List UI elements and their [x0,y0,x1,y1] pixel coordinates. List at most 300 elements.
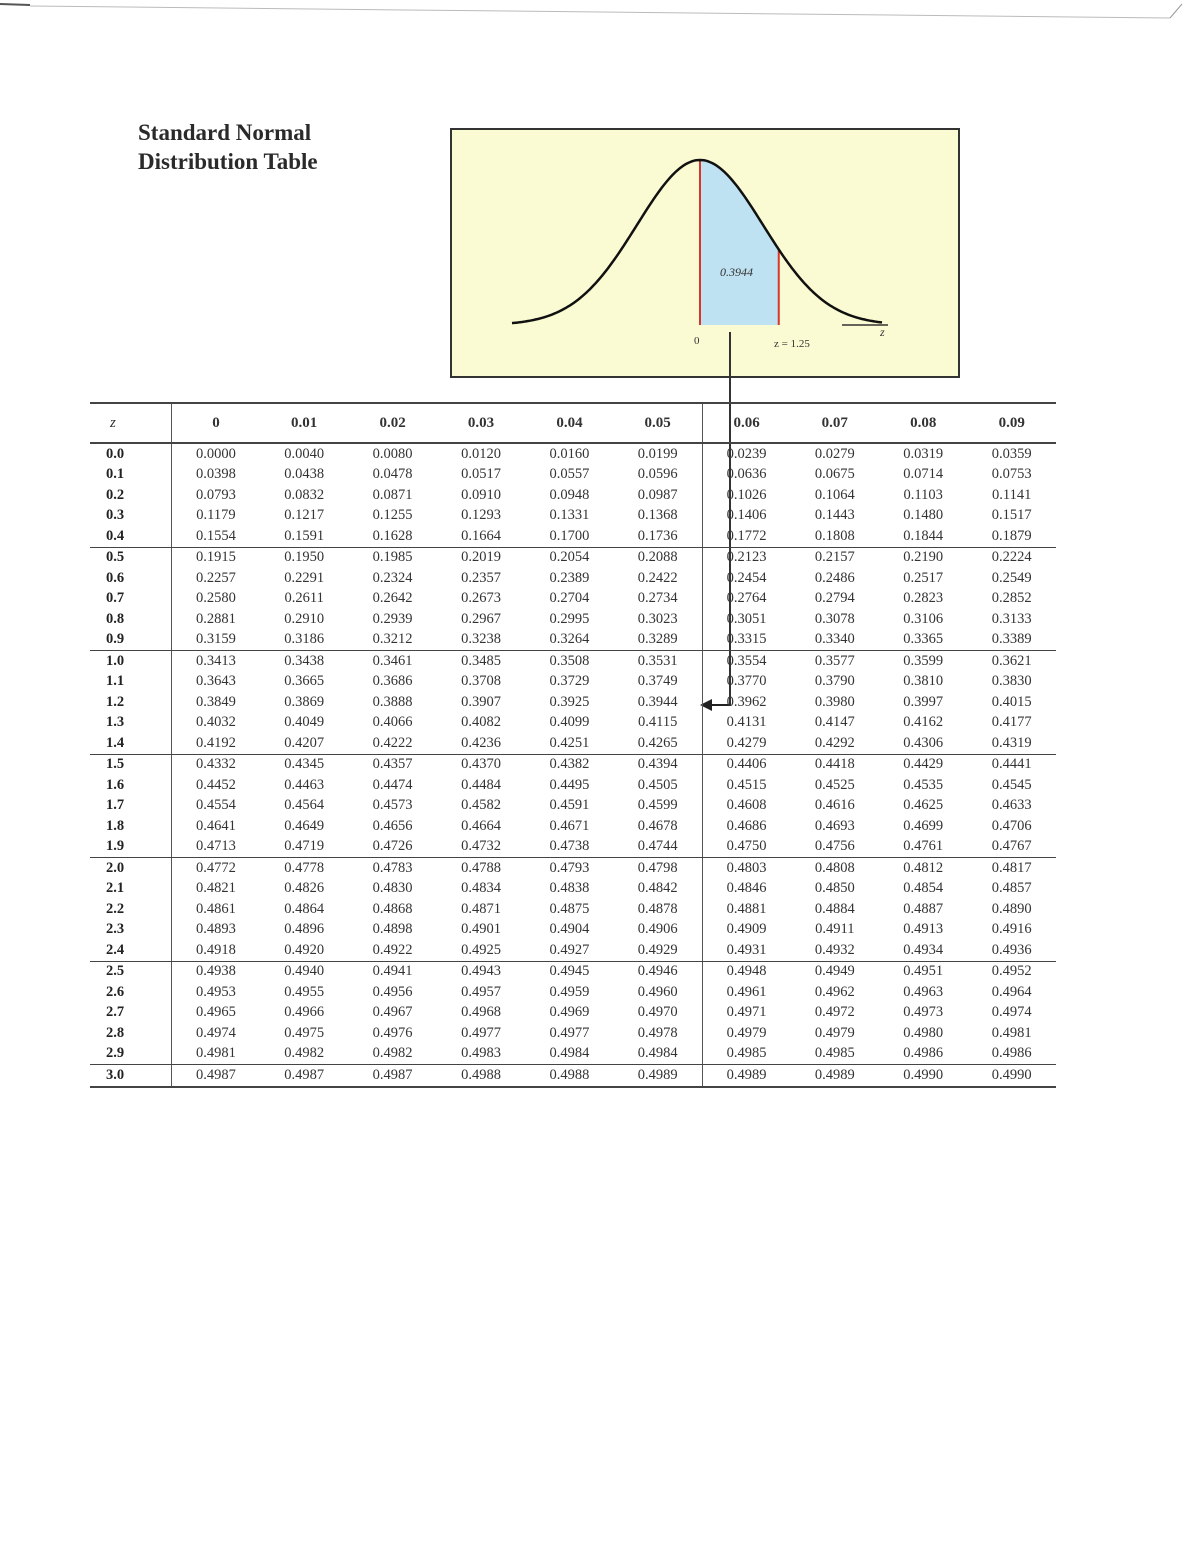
table-cell: 0.4115 [637,714,678,731]
table-cell: 0.4719 [260,837,348,858]
table-row [90,630,1056,651]
table-cell: 0.4641 [172,816,260,837]
page-title [138,118,398,176]
table-cell: 0.3340 [791,630,879,651]
table-cell: 0.0359 [991,445,1032,462]
table-cell: 0.4982 [260,1044,348,1065]
table-cell: 0.4967 [372,1004,413,1021]
table-cell: 0.1331 [549,507,590,524]
table-cell: 0.2257 [172,568,260,589]
table-cell: 0.4904 [549,921,590,938]
table-cell: 0.3289 [614,630,702,651]
table-cell: 0.4406 [702,754,790,775]
table-cell: 0.4940 [284,963,325,980]
table-cell: 0.4922 [348,940,436,961]
table-cell: 0.4049 [284,714,325,731]
table-row [90,754,1056,775]
table-cell: 0.3159 [172,630,260,651]
table-cell: 0.0000 [172,443,260,465]
table-cell: 0.3749 [637,673,678,690]
table-cell: 0.3621 [991,652,1032,669]
table-cell: 0.2123 [702,547,790,568]
table-cell: 0.2910 [284,610,325,627]
table-cell: 0.2704 [549,590,590,607]
table-row [90,940,1056,961]
table-cell: 0.4573 [372,797,413,814]
mean-label: 0 [694,335,700,347]
table-cell: 0.4978 [637,1024,678,1041]
table-cell: 0.0279 [814,445,855,462]
table-cell: 0.2224 [991,549,1032,566]
table-cell: 0.2190 [903,549,944,566]
table-cell: 0.2823 [903,590,944,607]
table-cell: 0.4979 [702,1023,790,1044]
table-cell: 0.2486 [814,569,855,586]
table-cell: 0.4793 [549,859,590,876]
table-cell: 0.3438 [284,652,325,669]
table-cell: 0.4738 [525,837,613,858]
table-cell: 0.4664 [461,817,501,834]
table-cell: 0.3106 [903,610,944,627]
table-cell: 0.3554 [702,651,790,672]
table-cell: 0.1406 [702,506,790,527]
table-row [90,899,1056,920]
title-line-2: Distribution Table [138,149,318,174]
table-cell: 0.2580 [172,589,260,610]
table-cell: 0.4931 [702,940,790,961]
table-cell: 0.2088 [637,549,678,566]
table-cell: 0.4913 [903,921,944,938]
table-cell: 0.2734 [637,590,678,607]
table-cell: 0.4968 [461,1004,501,1021]
table-cell: 0.4147 [814,714,855,731]
table-cell: 0.0793 [172,485,260,506]
z-value-cell: 1.9 [90,837,172,858]
table-cell: 0.2642 [372,590,413,607]
table-cell: 0.4418 [814,756,855,773]
table-cell: 0.4934 [879,940,967,961]
table-cell: 0.2549 [991,569,1032,586]
table-cell: 0.4956 [372,983,413,1000]
column-header: 0.03 [437,403,525,443]
table-cell: 0.2019 [461,549,501,566]
z-column-header: z [90,403,172,443]
table-cell: 0.4920 [260,940,348,961]
table-cell: 0.0080 [372,445,413,462]
table-cell: 0.1064 [814,486,855,503]
table-cell: 0.3907 [461,693,501,710]
table-cell: 0.2852 [991,590,1032,607]
table-cell: 0.1772 [702,526,790,547]
table-cell: 0.0871 [372,486,413,503]
table-cell: 0.2673 [461,590,501,607]
table-cell: 0.1700 [525,526,613,547]
table-cell: 0.4989 [791,1065,879,1087]
table-row [90,837,1056,858]
table-cell: 0.3264 [525,630,613,651]
column-header: 0 [172,403,260,443]
z-value-cell: 0.7 [106,590,125,607]
table-cell: 0.0398 [172,465,260,486]
table-cell: 0.4949 [814,963,855,980]
table-cell: 0.3051 [702,609,790,630]
table-cell: 0.4826 [284,880,325,897]
table-cell: 0.0160 [549,445,590,462]
table-cell: 0.0753 [991,466,1032,483]
table-cell: 0.4251 [525,733,613,754]
table-cell: 0.3980 [814,693,855,710]
z-value-cell: 0.4 [90,526,172,547]
table-cell: 0.4545 [991,776,1032,793]
table-row [90,465,1056,486]
table-cell: 0.4131 [702,713,790,734]
table-cell: 0.3790 [814,673,855,690]
table-header-row [90,403,1056,443]
table-cell: 0.4564 [284,797,325,814]
table-cell: 0.4066 [372,714,413,731]
table-cell: 0.1480 [903,507,944,524]
table-cell: 0.2291 [284,569,325,586]
table-cell: 0.4345 [284,756,325,773]
z-marker-label: z = 1.25 [774,338,810,350]
table-cell: 0.4878 [637,900,678,917]
table-cell: 0.4929 [614,940,702,961]
z-value-cell: 2.8 [106,1024,125,1041]
table-cell: 0.2454 [702,568,790,589]
table-body [90,443,1056,1087]
z-value-cell: 2.0 [106,859,125,876]
table-cell: 0.4808 [814,859,855,876]
z-value-cell: 1.6 [106,776,125,793]
table-row [90,961,1056,982]
table-row [90,1003,1056,1024]
table-cell: 0.4861 [172,899,260,920]
table-cell: 0.1026 [702,485,790,506]
table-row [90,485,1056,506]
table-cell: 0.4279 [702,733,790,754]
table-cell: 0.4834 [461,880,501,897]
z-value-cell: 1.7 [106,797,125,814]
table-cell: 0.4936 [967,940,1056,961]
table-row [90,692,1056,713]
table-cell: 0.4772 [172,858,260,879]
table-cell: 0.4236 [437,733,525,754]
table-cell: 0.3643 [172,672,260,693]
table-cell: 0.4332 [172,754,260,775]
z-value-cell: 1.5 [106,756,125,773]
table-cell: 0.4932 [791,940,879,961]
table-cell: 0.4973 [903,1004,944,1021]
table-cell: 0.1368 [637,507,678,524]
column-header: 0.04 [525,403,613,443]
table-cell: 0.3830 [991,673,1032,690]
table-cell: 0.3708 [461,673,501,690]
table-cell: 0.4515 [702,775,790,796]
table-cell: 0.4382 [549,756,590,773]
table-row [90,879,1056,900]
table-cell: 0.4946 [637,963,678,980]
z-value-cell: 0.1 [106,466,125,483]
table-row [90,713,1056,734]
table-cell: 0.4981 [172,1044,260,1065]
z-value-cell: 1.0 [106,652,125,669]
table-cell: 0.1554 [172,526,260,547]
table-cell: 0.4977 [549,1024,590,1041]
table-cell: 0.4898 [372,921,413,938]
table-cell: 0.4959 [549,983,590,1000]
table-cell: 0.4265 [614,733,702,754]
table-cell: 0.4394 [637,756,678,773]
table-cell: 0.4713 [172,837,260,858]
table-cell: 0.3078 [814,610,855,627]
table-cell: 0.4986 [967,1044,1056,1065]
table-cell: 0.2389 [549,569,590,586]
z-value-cell: 2.9 [90,1044,172,1065]
table-cell: 0.4207 [260,733,348,754]
table-row [90,982,1056,1003]
table-cell: 0.4744 [614,837,702,858]
table-cell: 0.4319 [967,733,1056,754]
table-cell: 0.4554 [172,796,260,817]
table-cell: 0.4875 [549,900,590,917]
table-cell: 0.4972 [814,1004,855,1021]
table-cell: 0.4952 [991,963,1032,980]
table-cell: 0.4726 [348,837,436,858]
z-table [90,402,1056,1088]
table-cell: 0.4977 [461,1024,501,1041]
table-cell: 0.4192 [172,733,260,754]
table-cell: 0.2357 [461,569,501,586]
table-cell: 0.4989 [614,1065,702,1087]
table-cell: 0.4761 [879,837,967,858]
table-cell: 0.4887 [903,900,944,917]
table-cell: 0.3810 [903,673,944,690]
table-cell: 0.4788 [461,859,501,876]
table-cell: 0.4854 [903,880,944,897]
table-cell: 0.4976 [372,1024,413,1041]
table-cell: 0.4484 [461,776,501,793]
table-cell: 0.4987 [172,1065,260,1087]
z-table-container [90,402,1056,1088]
table-cell: 0.3413 [172,651,260,672]
table-cell: 0.4846 [702,879,790,900]
table-cell: 0.4918 [172,940,260,961]
table-cell: 0.3531 [637,652,678,669]
table-row [90,796,1056,817]
table-cell: 0.4901 [461,921,501,938]
table-cell: 0.4838 [549,880,590,897]
table-cell: 0.4938 [172,961,260,982]
table-cell: 0.3212 [348,630,436,651]
table-row [90,1023,1056,1044]
table-cell: 0.0557 [549,466,590,483]
table-row [90,651,1056,672]
table-cell: 0.0199 [637,445,678,462]
table-cell: 0.4925 [437,940,525,961]
table-cell: 0.4756 [791,837,879,858]
table-cell: 0.2054 [549,549,590,566]
table-cell: 0.4292 [791,733,879,754]
table-cell: 0.4693 [814,817,855,834]
table-cell: 0.4984 [525,1044,613,1065]
table-cell: 0.4633 [991,797,1032,814]
table-cell: 0.2939 [372,610,413,627]
table-cell: 0.4890 [991,900,1032,917]
table-cell: 0.3599 [903,652,944,669]
table-cell: 0.2764 [702,589,790,610]
table-cell: 0.4798 [637,859,678,876]
table-cell: 0.1179 [172,506,260,527]
z-value-cell: 1.3 [106,714,125,731]
table-cell: 0.4656 [372,817,413,834]
column-header: 0.02 [348,403,436,443]
table-row [90,526,1056,547]
table-cell: 0.4032 [172,713,260,734]
table-row [90,858,1056,879]
table-cell: 0.3577 [814,652,855,669]
table-cell: 0.3508 [549,652,590,669]
table-cell: 0.2422 [637,569,678,586]
table-cell: 0.4474 [372,776,413,793]
table-cell: 0.4830 [372,880,413,897]
table-cell: 0.4821 [172,879,260,900]
table-cell: 0.4985 [702,1044,790,1065]
table-cell: 0.4857 [991,880,1032,897]
table-cell: 0.3962 [702,692,790,713]
z-value-cell: 0.2 [106,486,125,503]
table-cell: 0.4916 [991,921,1032,938]
table-cell: 0.4884 [814,900,855,917]
normal-curve-figure [450,128,960,378]
table-row [90,775,1056,796]
table-cell: 0.4767 [967,837,1056,858]
table-cell: 0.3997 [903,693,944,710]
table-cell: 0.4649 [284,817,325,834]
axis-label: z [880,325,885,339]
table-cell: 0.4370 [461,756,501,773]
z-value-cell: 2.1 [106,880,125,897]
table-cell: 0.3461 [372,652,413,669]
table-cell: 0.0948 [549,486,590,503]
table-cell: 0.4893 [172,920,260,941]
table-cell: 0.4990 [967,1065,1056,1087]
table-cell: 0.4495 [549,776,590,793]
shaded-area [700,160,779,325]
table-cell: 0.2995 [549,610,590,627]
table-cell: 0.4970 [637,1004,678,1021]
table-cell: 0.4980 [903,1024,944,1041]
z-value-cell: 0.9 [90,630,172,651]
table-cell: 0.4989 [702,1065,790,1087]
table-cell: 0.1808 [791,526,879,547]
table-cell: 0.4983 [437,1044,525,1065]
table-cell: 0.4984 [614,1044,702,1065]
table-cell: 0.4951 [903,963,944,980]
table-cell: 0.2157 [814,549,855,566]
table-cell: 0.4864 [284,900,325,917]
table-cell: 0.4957 [461,983,501,1000]
table-cell: 0.4988 [525,1065,613,1087]
table-cell: 0.1217 [284,507,325,524]
table-cell: 0.3770 [702,672,790,693]
z-value-cell: 2.3 [106,921,125,938]
z-value-cell: 2.6 [106,983,125,1000]
table-cell: 0.3925 [549,693,590,710]
table-cell: 0.2794 [814,590,855,607]
table-cell: 0.4803 [702,858,790,879]
table-cell: 0.1664 [437,526,525,547]
table-cell: 0.4881 [702,899,790,920]
table-cell: 0.4986 [879,1044,967,1065]
table-cell: 0.2324 [372,569,413,586]
table-cell: 0.4979 [814,1024,855,1041]
column-header: 0.01 [260,403,348,443]
table-cell: 0.3944 [637,693,678,710]
table-cell: 0.0517 [461,466,501,483]
table-cell: 0.4965 [172,1003,260,1024]
z-value-cell: 3.0 [90,1065,172,1087]
table-row [90,443,1056,465]
scan-edge-line [0,0,1200,28]
table-cell: 0.4686 [702,816,790,837]
table-cell: 0.4599 [637,797,678,814]
table-cell: 0.4732 [437,837,525,858]
table-cell: 0.4963 [903,983,944,1000]
table-cell: 0.4582 [461,797,501,814]
table-cell: 0.3023 [637,610,678,627]
z-value-cell: 0.8 [106,610,125,627]
table-cell: 0.1628 [348,526,436,547]
table-cell: 0.4699 [903,817,944,834]
table-cell: 0.0636 [702,465,790,486]
table-cell: 0.1443 [814,507,855,524]
z-value-cell: 0.5 [106,549,125,566]
table-cell: 0.3365 [879,630,967,651]
table-cell: 0.2881 [172,609,260,630]
table-cell: 0.1255 [372,507,413,524]
table-cell: 0.4988 [437,1065,525,1087]
table-cell: 0.4945 [549,963,590,980]
table-cell: 0.4966 [284,1004,325,1021]
table-cell: 0.4463 [284,776,325,793]
table-cell: 0.1736 [614,526,702,547]
table-cell: 0.4974 [991,1004,1032,1021]
table-cell: 0.3485 [461,652,501,669]
table-cell: 0.4306 [879,733,967,754]
table-cell: 0.4783 [372,859,413,876]
table-cell: 0.4964 [991,983,1032,1000]
table-cell: 0.4962 [814,983,855,1000]
table-cell: 0.1141 [992,486,1032,503]
table-cell: 0.4948 [702,961,790,982]
z-value-cell: 2.5 [106,963,125,980]
table-cell: 0.4960 [637,983,678,1000]
table-cell: 0.3849 [172,692,260,713]
table-cell: 0.3665 [284,673,325,690]
table-cell: 0.4974 [172,1023,260,1044]
table-cell: 0.0832 [284,486,325,503]
table-cell: 0.3238 [437,630,525,651]
table-row [90,547,1056,568]
table-cell: 0.4896 [284,921,325,938]
z-value-cell: 0.0 [106,445,125,462]
table-cell: 0.4906 [637,921,678,938]
table-cell: 0.4953 [172,982,260,1003]
table-cell: 0.4535 [903,776,944,793]
table-cell: 0.4987 [260,1065,348,1087]
table-cell: 0.4955 [284,983,325,1000]
z-value-cell: 0.3 [106,507,125,524]
